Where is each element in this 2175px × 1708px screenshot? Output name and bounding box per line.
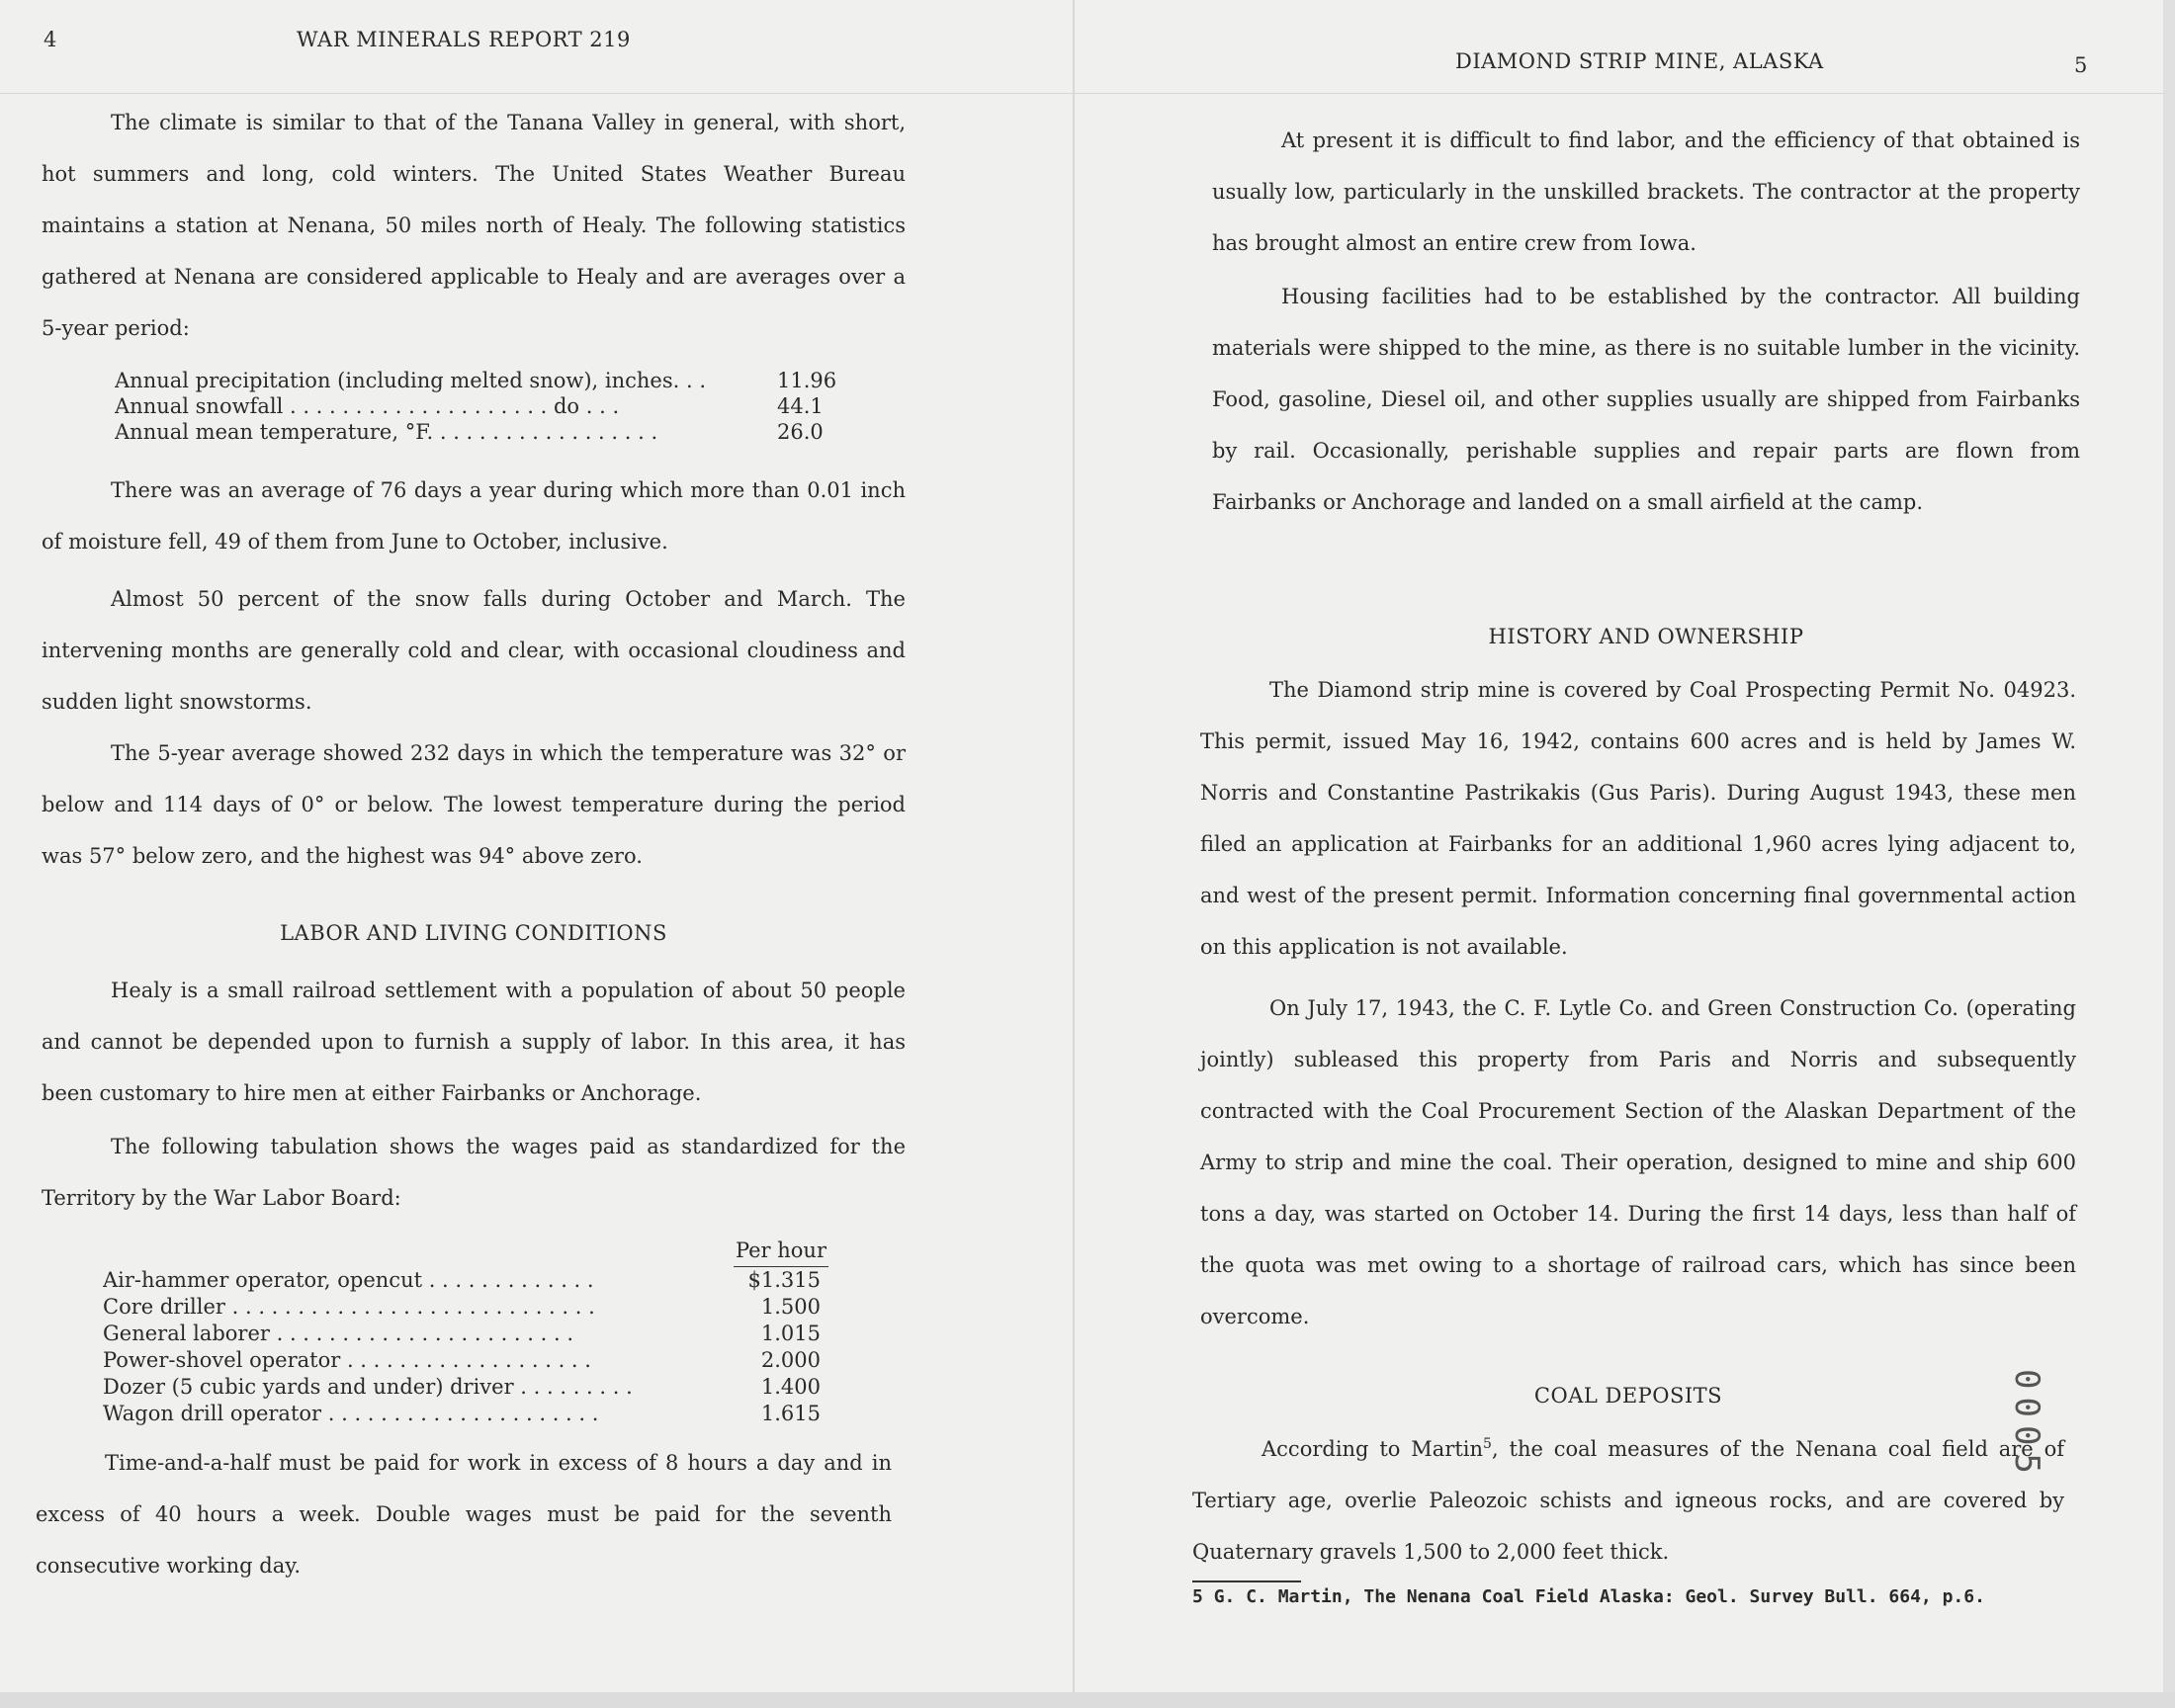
coal-deposits-heading: COAL DEPOSITS: [1533, 1384, 1723, 1408]
right-running-head: DIAMOND STRIP MINE, ALASKA: [1455, 49, 1824, 73]
wages-label: Power-shovel operator . . . . . . . . . . . . . . . . . . .: [103, 1348, 591, 1372]
wages-label: Wagon drill operator . . . . . . . . . . . . . . . . . . . . .: [103, 1402, 599, 1425]
wages-value: 1.615: [760, 1402, 821, 1425]
coal-paragraph: According to Martin$^5$, the coal measures of the Nenana coal field are of Tertiary age, overlie Paleozoic schists and igneous rocks, and are covered by Quaternary gravels 1,500 to 2,000 feet thick.: [1192, 1436, 2065, 1564]
wages-row: [103, 1347, 834, 1374]
document-stamp-number: 0005: [2007, 1369, 2046, 1482]
footnote: 5 G. C. Martin, The Nenana Coal Field Alaska: Geol. Survey Bull. 664, p.6.: [1192, 1586, 1985, 1607]
wage-intro-paragraph: The following tabulation shows the wages paid as standardized for the Territory by the War Labor Board:: [42, 1135, 906, 1210]
housing-paragraph: Housing facilities had to be established by the contractor. All building materials were shipped to the mine, as there is no suitable lumber in the vicinity. Food, gasoline, Diesel oil, and other supplies usually are shipped from Fairbanks by rail. Occasionally, perishable supplies and repair parts are flown from Fairbanks or Anchorage and landed on a small airfield at the camp.: [1212, 285, 2080, 514]
stats-row: [115, 368, 846, 393]
snow-paragraph: Almost 50 percent of the snow falls during October and March. The intervening months are generally cold and clear, with occasional cloudiness and sudden light snowstorms.: [42, 587, 906, 714]
permit-paragraph: The Diamond strip mine is covered by Coal Prospecting Permit No. 04923. This permit, issued May 16, 1942, contains 600 acres and is held by James W. Norris and Constantine Pastrikakis (Gus Paris). During August 1943, these men filed an application at Fairbanks for an additional 1,960 acres lying adjacent to, and west of the present permit. Information concerning final governmental action on this application is not available.: [1200, 678, 2076, 959]
stats-label: Annual snowfall . . . . . . . . . . . . . . . . . . . . do . . .: [115, 394, 620, 418]
wages-label: Core driller . . . . . . . . . . . . . . . . . . . . . . . . . . . .: [103, 1295, 595, 1319]
right-page-number: 5: [2074, 53, 2088, 77]
wages-value: 1.015: [760, 1322, 821, 1345]
wages-row: [103, 1374, 834, 1401]
stats-label: Annual precipitation (including melted snow), inches. . .: [115, 369, 707, 392]
wages-row: [103, 1321, 834, 1347]
stats-row: [115, 419, 846, 445]
footnote-reference: 5: [1483, 1436, 1492, 1452]
wages-column-header: Per hour: [103, 1238, 834, 1267]
wages-value: 1.400: [760, 1375, 821, 1399]
history-heading: HISTORY AND OWNERSHIP: [1488, 625, 1804, 648]
climate-stats-table: [115, 368, 846, 445]
labor-section-heading: LABOR AND LIVING CONDITIONS: [280, 921, 667, 945]
wages-row: [103, 1267, 834, 1294]
stats-value: 11.96: [777, 369, 837, 392]
wages-label: General laborer . . . . . . . . . . . . . . . . . . . . . . .: [103, 1322, 573, 1345]
stats-row: [115, 393, 846, 419]
overtime-paragraph: Time-and-a-half must be paid for work in excess of 8 hours a day and in excess of 40 hours a week. Double wages must be paid for the seventh consecutive working day.: [36, 1451, 892, 1578]
wages-value: $1.315: [747, 1268, 821, 1292]
wages-row: [103, 1401, 834, 1427]
labor-efficiency-paragraph: At present it is difficult to find labor, and the efficiency of that obtained is usually low, particularly in the unskilled brackets. The contractor at the property has brought almost an entire crew from Iowa.: [1212, 128, 2080, 255]
healy-paragraph: Healy is a small railroad settlement with a population of about 50 people and cannot be depended upon to furnish a supply of labor. In this area, it has been customary to hire men at either Fairbanks or Anchorage.: [42, 979, 906, 1105]
temperature-paragraph: The 5-year average showed 232 days in which the temperature was 32° or below and 114 days of 0° or below. The lowest temperature during the period was 57° below zero, and the highest was 94° above zero.: [42, 741, 906, 868]
stats-label: Annual mean temperature, °F. . . . . . . . . . . . . . . . . .: [115, 420, 658, 444]
wages-label: Air-hammer operator, opencut . . . . . . . . . . . . .: [103, 1268, 594, 1292]
wages-row: [103, 1294, 834, 1321]
wages-value: 1.500: [760, 1295, 821, 1319]
left-running-head: WAR MINERALS REPORT 219: [297, 28, 631, 51]
moisture-paragraph: There was an average of 76 days a year during which more than 0.01 inch of moisture fell, 49 of them from June to October, inclusive.: [42, 478, 906, 554]
climate-paragraph: The climate is similar to that of the Tanana Valley in general, with short, hot summers and long, cold winters. The United States Weather Bureau maintains a station at Nenana, 50 miles north of Healy. The following statistics gathered at Nenana are considered applicable to Healy and are averages over a 5-year period:: [42, 111, 906, 340]
stats-value: 44.1: [777, 394, 824, 418]
wages-label: Dozer (5 cubic yards and under) driver . . . . . . . . .: [103, 1375, 633, 1399]
wages-value: 2.000: [760, 1348, 821, 1372]
stats-value: 26.0: [777, 420, 824, 444]
wages-table: [103, 1238, 834, 1427]
sublease-paragraph: On July 17, 1943, the C. F. Lytle Co. and Green Construction Co. (operating jointly) subleased this property from Paris and Norris and subsequently contracted with the Coal Procurement Section of the Alaskan Department of the Army to strip and mine the coal. Their operation, designed to mine and ship 600 tons a day, was started on October 14. During the first 14 days, less than half of the quota was met owing to a shortage of railroad cars, which has since been overcome.: [1200, 996, 2076, 1328]
left-page-number: 4: [44, 28, 57, 51]
